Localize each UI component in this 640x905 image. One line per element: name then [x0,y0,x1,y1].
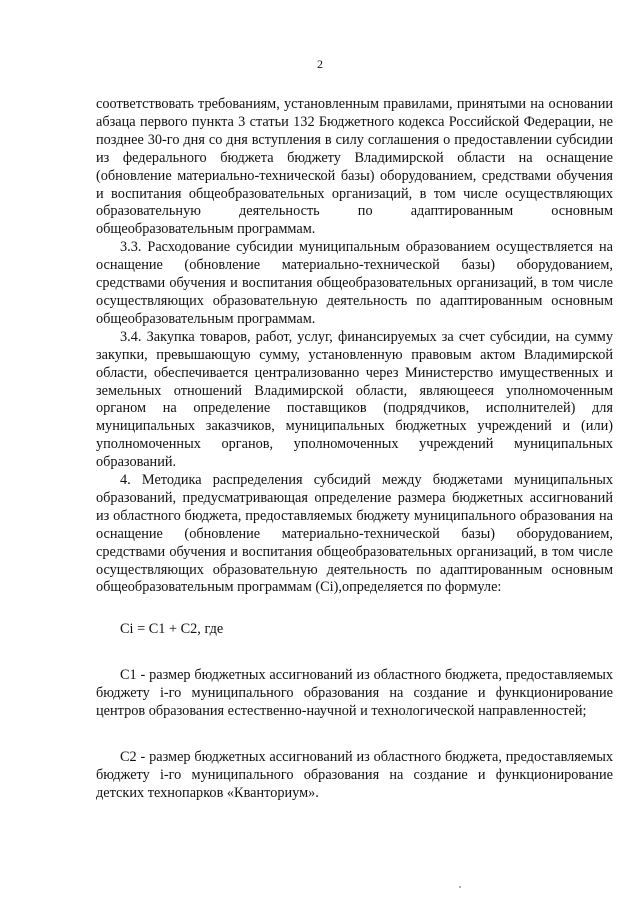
paragraph-3-4: 3.4. Закупка товаров, работ, услуг, финансируемых за счет субсидии, на сумму закупки, превышающую сумму, установленную правовым актом Владимирской области, обеспечивается централизованно через Министерство имущественных и земельных отношений Владимирской области, являющееся уполномоченным органом на определение поставщиков (подрядчиков, исполнителей) для муниципальных заказчиков, муниципальных бюджетных учреждений и (или) уполномоченных органов, уполномоченных учреждений муниципальных образований. [96,328,613,471]
scan-artifact-dot [459,886,461,888]
formula: Ci = C1 + C2, где [120,621,224,638]
definition-c1: C1 - размер бюджетных ассигнований из областного бюджета, предоставляемых бюджету i-го муниципального образования на создание и функционирование центров образования естественно-научной и технологической направленностей; [96,667,613,720]
definition-c2: C2 - размер бюджетных ассигнований из областного бюджета, предоставляемых бюджету i-го муниципального образования на создание и функционирование детских технопарков «Кванториум». [96,749,613,801]
page-number: 2 [317,57,323,71]
paragraph-3-3: 3.3. Расходование субсидии муниципальным образованием осуществляется на оснащение (обновление материально-технической базы) оборудованием, средствами обучения и воспитания общеобразовательных организаций, в том числе осуществляющих образовательную деятельность по адаптированным основным общеобразовательным программам. [96,239,613,327]
paragraph-4: 4. Методика распределения субсидий между бюджетами муниципальных образований, предусматривающая определение размера бюджетных ассигнований из областного бюджета, предоставляемых бюджету муниципального образования на оснащение (обновление материально-технической базы) оборудованием, средствами обучения и воспитания общеобразовательных организаций, в том числе осуществляющих образовательную деятельность по адаптированным основным общеобразовательным программам (Ci),определяется по формуле: [96,472,613,596]
paragraph-intro: соответствовать требованиям, установленным правилами, принятыми на основании абзаца первого пункта 3 статьи 132 Бюджетного кодекса Российской Федерации, не позднее 30-го дня со дня вступления в силу соглашения о предоставлении субсидии из федерального бюджета бюджету Владимирской области на оснащение (обновление материально-технической базы) оборудованием, средствами обучения и воспитания общеобразовательных организаций, в том числе осуществляющих образовательную деятельность по адаптированным основным общеобразовательным программам. [96,96,613,238]
document-body [96,96,613,803]
